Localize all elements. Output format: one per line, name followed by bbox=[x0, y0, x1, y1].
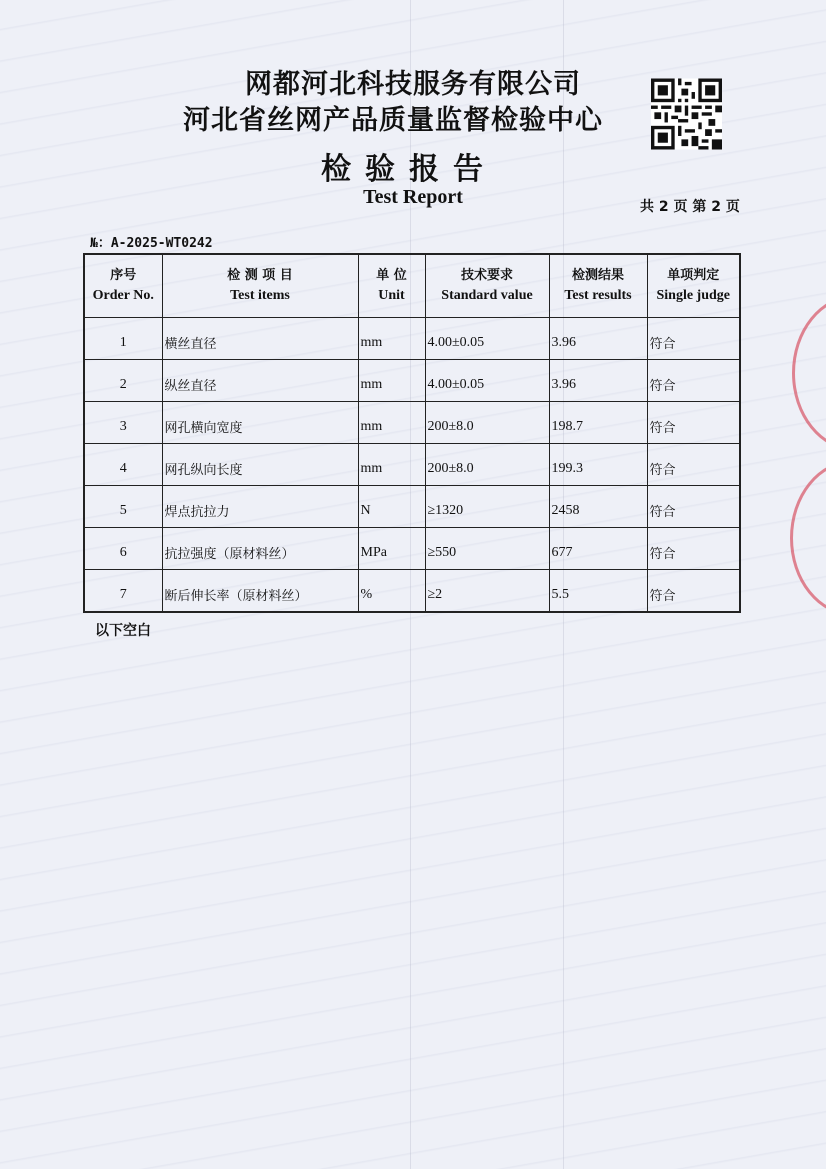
test-results-table bbox=[83, 253, 741, 613]
blank-below-note: 以下空白 bbox=[95, 623, 151, 639]
row-test-result: 677 bbox=[549, 528, 647, 570]
table-row bbox=[84, 360, 740, 402]
row-standard-value: 4.00±0.05 bbox=[425, 318, 549, 360]
header-test-results: 检测结果 Test results bbox=[549, 254, 647, 318]
row-test-item: 网孔纵向长度 bbox=[162, 444, 358, 486]
page-count: 共 2 页 第 2 页 bbox=[640, 199, 740, 215]
row-test-item: 断后伸长率（原材料丝） bbox=[162, 570, 358, 613]
header-standard-value: 技术要求 Standard value bbox=[425, 254, 549, 318]
row-unit: N bbox=[358, 486, 425, 528]
inspection-center-name: 河北省丝网产品质量监督检验中心 bbox=[183, 105, 603, 136]
row-test-result: 198.7 bbox=[549, 402, 647, 444]
report-number: №：A-2025-WT0242 bbox=[90, 236, 213, 251]
row-test-item: 纵丝直径 bbox=[162, 360, 358, 402]
row-standard-value: 4.00±0.05 bbox=[425, 360, 549, 402]
row-test-item: 网孔横向宽度 bbox=[162, 402, 358, 444]
table-row bbox=[84, 444, 740, 486]
table-row bbox=[84, 528, 740, 570]
row-test-result: 199.3 bbox=[549, 444, 647, 486]
row-test-result: 2458 bbox=[549, 486, 647, 528]
row-unit: mm bbox=[358, 360, 425, 402]
row-single-judge: 符合 bbox=[647, 318, 740, 360]
row-single-judge: 符合 bbox=[647, 570, 740, 613]
row-test-result: 3.96 bbox=[549, 318, 647, 360]
row-order-no: 4 bbox=[84, 444, 162, 486]
row-order-no: 2 bbox=[84, 360, 162, 402]
table-header-row bbox=[84, 254, 740, 318]
table-row bbox=[84, 402, 740, 444]
table-row bbox=[84, 570, 740, 613]
row-single-judge: 符合 bbox=[647, 486, 740, 528]
row-standard-value: ≥2 bbox=[425, 570, 549, 613]
row-test-result: 5.5 bbox=[549, 570, 647, 613]
row-standard-value: 200±8.0 bbox=[425, 444, 549, 486]
row-single-judge: 符合 bbox=[647, 444, 740, 486]
seal-stamp bbox=[792, 295, 826, 451]
report-title-en: Test Report bbox=[363, 186, 463, 208]
table-row bbox=[84, 318, 740, 360]
header-unit: 单 位 Unit bbox=[358, 254, 425, 318]
header-single-judge: 单项判定 Single judge bbox=[647, 254, 740, 318]
row-unit: % bbox=[358, 570, 425, 613]
header-order-no: 序号 Order No. bbox=[84, 254, 162, 318]
report-title-cn: 检验报告 bbox=[321, 152, 497, 187]
row-single-judge: 符合 bbox=[647, 528, 740, 570]
row-standard-value: ≥1320 bbox=[425, 486, 549, 528]
row-unit: MPa bbox=[358, 528, 425, 570]
row-order-no: 1 bbox=[84, 318, 162, 360]
qr-code-icon[interactable] bbox=[651, 78, 722, 150]
row-order-no: 7 bbox=[84, 570, 162, 613]
row-single-judge: 符合 bbox=[647, 360, 740, 402]
seal-stamp bbox=[790, 460, 826, 616]
row-standard-value: ≥550 bbox=[425, 528, 549, 570]
row-test-item: 抗拉强度（原材料丝） bbox=[162, 528, 358, 570]
row-unit: mm bbox=[358, 318, 425, 360]
row-order-no: 3 bbox=[84, 402, 162, 444]
row-order-no: 5 bbox=[84, 486, 162, 528]
company-name: 网都河北科技服务有限公司 bbox=[245, 69, 581, 100]
table-row bbox=[84, 486, 740, 528]
row-standard-value: 200±8.0 bbox=[425, 402, 549, 444]
row-test-item: 横丝直径 bbox=[162, 318, 358, 360]
row-unit: mm bbox=[358, 402, 425, 444]
header-test-items: 检 测 项 目 Test items bbox=[162, 254, 358, 318]
row-unit: mm bbox=[358, 444, 425, 486]
row-test-result: 3.96 bbox=[549, 360, 647, 402]
row-single-judge: 符合 bbox=[647, 402, 740, 444]
row-test-item: 焊点抗拉力 bbox=[162, 486, 358, 528]
row-order-no: 6 bbox=[84, 528, 162, 570]
